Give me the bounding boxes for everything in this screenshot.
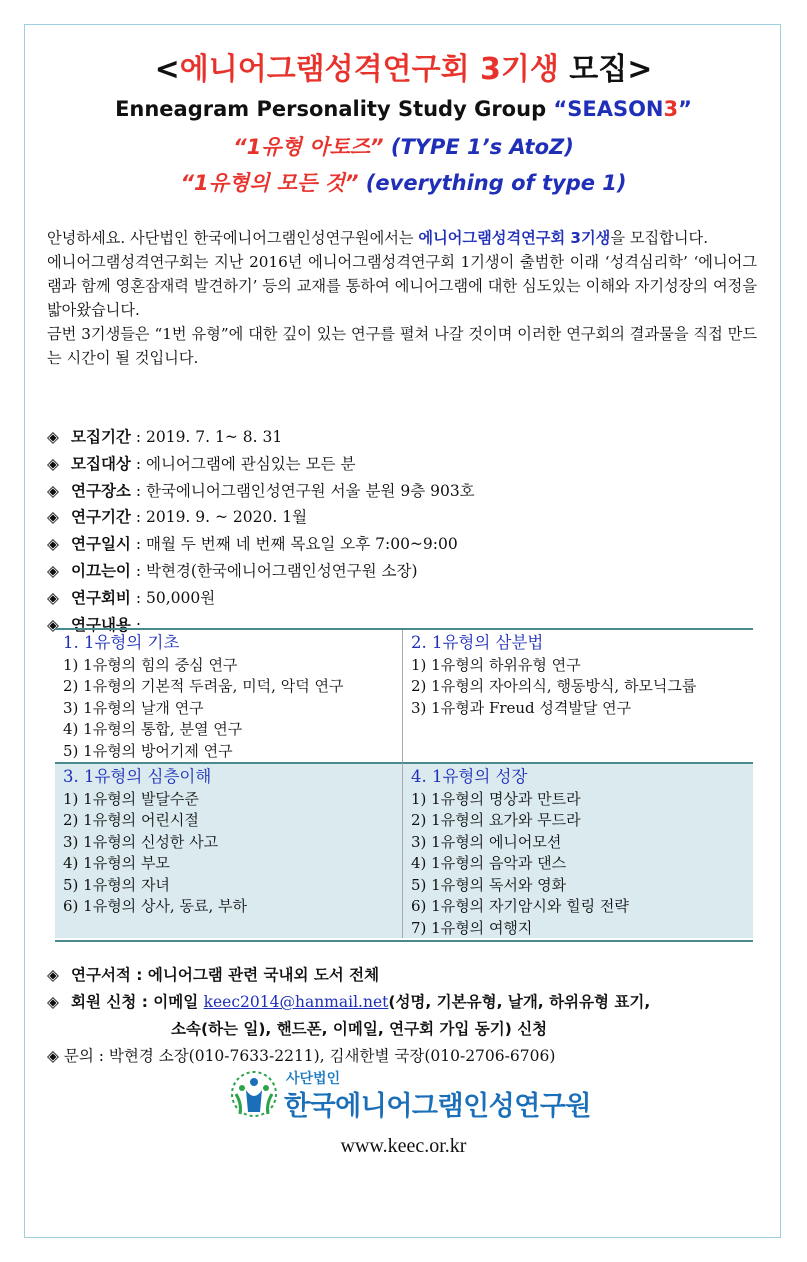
intro-paragraph-3: 금번 3기생들은 “1번 유형”에 대한 깊이 있는 연구를 펼쳐 나갈 것이며 이러한 연구회의 결과물을 직접 만드는 시간이 될 것입니다.	[47, 325, 757, 367]
intro-text	[47, 226, 757, 370]
info-value: : 에니어그램에 관심있는 모든 분	[130, 454, 356, 473]
content-cell-4	[403, 762, 753, 938]
info-row	[47, 424, 757, 451]
subtitle-text: Enneagram Personality Study Group	[115, 97, 554, 121]
info-label: 연구기간	[71, 508, 131, 527]
subtitle	[0, 97, 807, 121]
list-item: 3) 1유형의 에니어모션	[411, 832, 562, 851]
diamond-icon: ◈	[47, 508, 59, 527]
books-value: : 에니어그램 관련 국내외 도서 전체	[130, 966, 380, 984]
list-item: 1) 1유형의 명상과 만트라	[411, 789, 581, 808]
title-tail: 모집	[558, 52, 628, 87]
list-item: 4) 1유형의 음악과 댄스	[411, 854, 567, 872]
intro-p1-b: 을 모집합니다.	[610, 229, 709, 247]
books-label: 연구서적	[71, 966, 131, 984]
apply-label: 회원 신청	[71, 993, 137, 1011]
title-main: 에니어그램성격연구회 3기생	[179, 52, 559, 87]
email-link[interactable]: keec2014@hanmail.net	[203, 993, 389, 1011]
list-item: 1) 1유형의 발달수준	[63, 789, 199, 808]
intro-paragraph-1	[47, 226, 757, 250]
logo-small-text: 사단법인	[286, 1071, 341, 1087]
list-item: 4) 1유형의 통합, 분열 연구	[63, 720, 243, 738]
content-cell-title: 4. 1유형의 성장	[411, 767, 528, 786]
info-value: : 한국에니어그램인성연구원 서울 분원 9층 903호	[130, 481, 475, 500]
content-cell-2	[403, 630, 753, 762]
list-item: 3) 1유형의 날개 연구	[63, 698, 204, 717]
organization-logo	[226, 1068, 591, 1128]
info-value: : 2019. 7. 1~ 8. 31	[130, 428, 283, 446]
info-label: 연구일시	[71, 535, 131, 554]
info-label: 연구회비	[71, 588, 131, 607]
info-label: 모집대상	[71, 454, 131, 473]
diamond-icon: ◈	[47, 561, 59, 580]
books-row	[47, 962, 767, 989]
logo-name: 한국에니어그램인성연구원	[284, 1091, 591, 1122]
diamond-icon: ◈	[47, 993, 59, 1011]
info-value: : 50,000원	[130, 588, 216, 607]
diamond-icon: ◈	[47, 966, 59, 984]
list-item: 3) 1유형의 신성한 사고	[63, 832, 219, 851]
diamond-icon: ◈	[47, 615, 59, 634]
apply-text-3: 소속(하는 일), 핸드폰, 이메일, 연구회 가입 동기) 신청	[171, 1020, 548, 1038]
page-title	[0, 44, 807, 88]
info-value: : 매월 두 번째 네 번째 목요일 오후 7:00~9:00	[130, 535, 458, 554]
list-item: 6) 1유형의 상사, 동료, 부하	[63, 897, 247, 915]
list-item: 1) 1유형의 힘의 중심 연구	[63, 655, 238, 674]
diamond-icon: ◈	[47, 454, 59, 473]
list-item: 2) 1유형의 요가와 무드라	[411, 811, 581, 829]
subtitle-season: “SEASON	[553, 97, 664, 121]
info-row	[47, 504, 757, 531]
info-row	[47, 585, 757, 612]
apply-row	[47, 989, 767, 1016]
intro-highlight: 에니어그램성격연구회 3기생	[418, 229, 611, 247]
list-item: 6) 1유형의 자기암시와 힐링 전략	[411, 897, 629, 915]
info-row	[47, 478, 757, 505]
apply-row-2	[47, 1016, 767, 1043]
subtitle-season-close: ”	[678, 97, 692, 121]
intro-paragraph-2: 에니어그램성격연구회는 지난 2016년 에니어그램성격연구회 1기생이 출범한 이래 ‘성격심리학’ ‘에니어그램과 함께 영혼잠재력 발견하기’ 등의 교재를 통하여 에니어그램에 대한 심도있는 이해와 자기성장의 여정을 밟아왔습니다.	[47, 253, 757, 319]
info-row	[47, 531, 757, 558]
tagline-2	[0, 167, 807, 197]
apply-text-2: (성명, 기본유형, 날개, 하위유형 표기,	[388, 993, 651, 1011]
list-item: 2) 1유형의 어린시절	[63, 811, 199, 829]
tagline-1-korean: “1유형 아토즈”	[233, 135, 384, 159]
info-value: : 박현경(한국에니어그램인성연구원 소장)	[130, 561, 418, 580]
info-label: 연구내용	[71, 615, 131, 634]
people-tree-icon	[226, 1068, 282, 1126]
diamond-icon: ◈	[47, 481, 59, 500]
content-table	[55, 628, 753, 942]
website-url[interactable]: www.keec.or.kr	[340, 1135, 467, 1157]
info-list	[47, 424, 757, 638]
list-item: 1) 1유형의 하위유형 연구	[411, 655, 581, 674]
list-item: 5) 1유형의 방어기제 연구	[63, 741, 233, 760]
bottom-info	[47, 962, 767, 1070]
list-item: 4) 1유형의 부모	[63, 854, 170, 872]
diamond-icon: ◈	[47, 588, 59, 607]
apply-text: : 이메일	[136, 993, 204, 1011]
info-label: 모집기간	[71, 428, 131, 446]
subtitle-season-number: 3	[663, 97, 679, 121]
info-value: : 2019. 9. ~ 2020. 1월	[130, 508, 308, 527]
content-cell-title: 2. 1유형의 삼분법	[411, 633, 544, 652]
intro-p1-a: 안녕하세요. 사단법인 한국에니어그램인성연구원에서는	[47, 229, 419, 247]
content-cell-title: 3. 1유형의 심층이해	[63, 767, 212, 786]
info-value: :	[130, 615, 142, 634]
info-label: 이끄는이	[71, 561, 131, 580]
info-row	[47, 451, 757, 478]
content-cell-title: 1. 1유형의 기초	[63, 633, 180, 652]
list-item: 5) 1유형의 자녀	[63, 875, 170, 894]
info-row	[47, 558, 757, 585]
title-bracket-open: <	[154, 52, 180, 87]
list-item: 2) 1유형의 자아의식, 행동방식, 하모닉그룹	[411, 677, 697, 695]
title-bracket-close: >	[627, 52, 653, 87]
diamond-icon: ◈	[47, 535, 59, 554]
content-cell-1	[55, 630, 403, 762]
diamond-icon: ◈	[47, 428, 59, 446]
list-item: 3) 1유형과 Freud 성격발달 연구	[411, 698, 632, 717]
tagline-1	[0, 131, 807, 161]
list-item: 7) 1유형의 여행지	[411, 918, 533, 937]
content-cell-3	[55, 762, 403, 938]
list-item: 5) 1유형의 독서와 영화	[411, 875, 567, 894]
contact-row: ◈ 문의 : 박현경 소장(010-7633-2211), 김새한별 국장(010-2706-6706)	[47, 1047, 556, 1065]
info-label: 연구장소	[71, 481, 131, 500]
tagline-2-korean: “1유형의 모든 것”	[180, 171, 359, 195]
tagline-1-english: (TYPE 1’s AtoZ)	[383, 135, 574, 159]
list-item: 2) 1유형의 기본적 두려움, 미덕, 악덕 연구	[63, 677, 344, 695]
tagline-2-english: (everything of type 1)	[358, 171, 627, 195]
